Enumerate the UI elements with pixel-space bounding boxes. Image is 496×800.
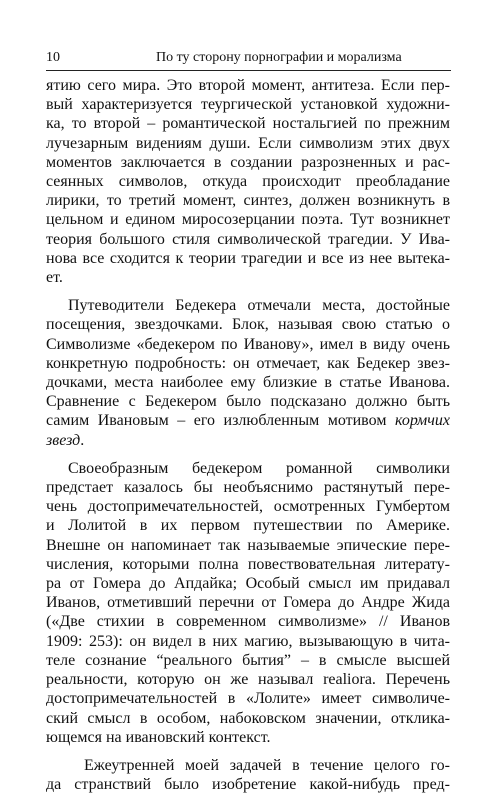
text-line: ющемся на ивановский контекст. xyxy=(46,728,271,746)
text-line: Внешне он напоминает так называемые эпические пере- xyxy=(46,536,450,554)
text-line: достопримечательностей в «Лолите» имеет символиче- xyxy=(46,690,450,708)
text-line: предстает казалось бы необъяснимо растянутый пере- xyxy=(46,479,450,497)
text-line: вый характеризуется теургической установкой художни- xyxy=(46,96,450,114)
text-line: теле сознание “реального бытия” – в смысле высшей xyxy=(46,651,450,669)
text-line: 1909: 253): он видел в них магию, вызывающую в чита- xyxy=(46,632,450,650)
body-text xyxy=(46,76,450,794)
text-line: ский смысл в особом, набоковском значении, отклика- xyxy=(46,709,450,727)
text-line: да странствий было изобретение какой-нибудь пред- xyxy=(46,776,450,794)
paragraph-3 xyxy=(46,459,450,747)
text-line: моментов заключается в создании разрозненных и рас- xyxy=(46,153,450,171)
text-line: посещения, звездочками. Блок, называя свою статью о xyxy=(46,316,450,334)
text-line: ка, то второй – романтической ностальгией по прежним xyxy=(46,115,450,133)
italic-phrase: звезд xyxy=(46,431,81,449)
text-line: теория большого стиля символической трагедии. У Ива- xyxy=(46,230,450,248)
text-line: лучезарным видениям души. Если символизм этих двух xyxy=(46,134,450,152)
text-line: Путеводители Бедекера отмечали места, достойные xyxy=(68,297,450,315)
running-title: По ту сторону порнографии и морализма xyxy=(156,50,402,65)
paragraph-4 xyxy=(46,756,450,794)
sentence-end: . xyxy=(80,431,85,449)
text-line: нова все сходится к теории трагедии и все из нее вытека- xyxy=(46,249,450,267)
text-line: («Две стихии в современном символизме» // Иванов xyxy=(46,613,450,631)
text-line: Иванов, отметивший перечни от Гомера до Андре Жида xyxy=(46,594,450,612)
text-line: реальности, которую он же называл realiora. Перечень xyxy=(46,671,450,689)
paragraph-2 xyxy=(46,296,450,450)
page-number: 10 xyxy=(46,50,60,65)
text-line: Своеобразным бедекером романной символики xyxy=(68,459,450,477)
text-line: ра от Гомера до Апдайка; Особый смысл им придавал xyxy=(46,575,450,593)
text-line: и Лолитой в их первом путешествии по Америке. xyxy=(46,517,450,535)
text-line: конкретную подробность: он отмечает, как Бедекер звез- xyxy=(46,354,450,372)
text-line: лирики, то третий момент, синтез, должен возникнуть в xyxy=(46,192,450,210)
text-line: ятию сего мира. Это второй момент, антитеза. Если пер- xyxy=(46,77,450,94)
text-line: цельном и едином миросозерцании поэта. Тут возникнет xyxy=(46,211,450,229)
text-line: числения, которыми полна повествовательная литерату- xyxy=(46,555,450,573)
running-header xyxy=(46,48,451,71)
text-line: чень достопримечательностей, осмотренных Гумбертом xyxy=(46,498,450,516)
paragraph-1 xyxy=(46,76,450,287)
text-line-italic xyxy=(46,431,450,450)
text-line-with-italic xyxy=(46,411,450,430)
text-line: дочками, места наиболее ему близкие в статье Иванова. xyxy=(46,374,450,392)
text-line: Символизме «бедекером по Иванову», имел в виду очень xyxy=(46,335,450,353)
italic-phrase: кормчих xyxy=(394,412,450,430)
text-line: самим Ивановым – его излюбленным мотивом xyxy=(46,412,395,430)
text-line: сеянных символов, откуда происходит преобладание xyxy=(46,173,450,191)
text-line: Ежеутренней моей задачей в течение целого го- xyxy=(84,756,450,774)
text-line: ет. xyxy=(46,269,63,287)
text-line: Сравнение с Бедекером было подсказано должно быть xyxy=(46,393,450,411)
